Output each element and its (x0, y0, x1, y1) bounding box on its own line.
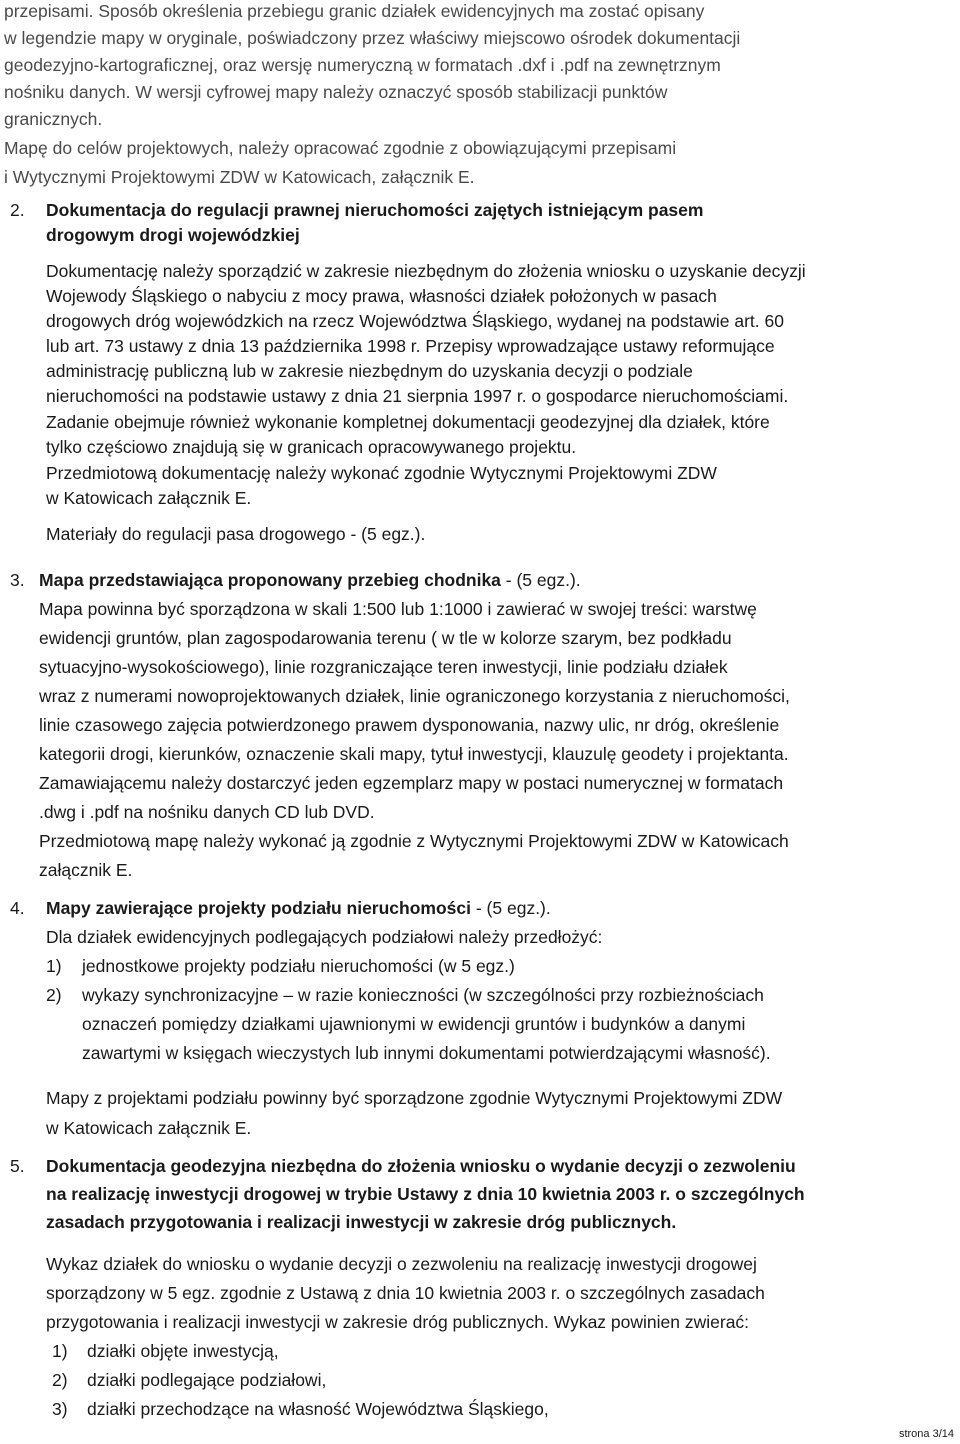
text-line: Wojewody Śląskiego o nabyciu z mocy prawa, własności działek położonych w pasach (46, 286, 717, 306)
text-line: .dwg i .pdf na nośniku danych CD lub DVD. (39, 802, 375, 822)
page-number: strona 3/14 (898, 1428, 954, 1440)
text-line: Mapa powinna być sporządzona w skali 1:500 lub 1:1000 i zawierać w swojej treści: warstwę (39, 599, 757, 619)
section-number: 4. (10, 898, 25, 918)
text-line: Zadanie obejmuje również wykonanie kompletnej dokumentacji geodezyjnej dla działek, które (46, 412, 770, 432)
list-item: działki przechodzące na własność Województwa Śląskiego, (87, 1399, 549, 1419)
list-number: 3) (52, 1399, 68, 1419)
text-line: w Katowicach załącznik E. (46, 488, 252, 508)
text-line: kategorii drogi, kierunków, oznaczenie skali mapy, tytuł inwestycji, klauzulę geodety i projektanta. (39, 744, 789, 764)
text-line: Mapy z projektami podziału powinny być sporządzone zgodnie Wytycznymi Projektowymi ZDW (46, 1088, 783, 1108)
text-line: wraz z numerami nowoprojektowanych działek, linie ograniczonego korzystania z nieruchomości, (39, 686, 790, 706)
text-line: ewidencji gruntów, plan zagospodarowania terenu ( w tle w kolorze szarym, bez podkładu (39, 628, 732, 648)
text-line: przygotowania i realizacji inwestycji w zakresie dróg publicznych. Wykaz powinien zwierać: (46, 1312, 750, 1332)
list-item: działki podlegające podziałowi, (87, 1370, 327, 1390)
list-item: jednostkowe projekty podziału nieruchomości (w 5 egz.) (82, 956, 515, 976)
heading-copies: - (5 egz.). (471, 898, 551, 918)
section-heading: zasadach przygotowania i realizacji inwestycji w zakresie dróg publicznych. (46, 1212, 677, 1232)
text-line: Przedmiotową dokumentację należy wykonać zgodnie Wytycznymi Projektowymi ZDW (46, 463, 717, 483)
text-line: sporządzony w 5 egz. zgodnie z Ustawą z dnia 10 kwietnia 2003 r. o szczególnych zasadach (46, 1283, 765, 1303)
text-line: drogowych dróg wojewódzkich na rzecz Województwa Śląskiego, wydanej na podstawie art. 60 (46, 311, 784, 331)
text-line: i Wytycznymi Projektowymi ZDW w Katowicach, załącznik E. (4, 167, 475, 187)
section-heading (39, 569, 581, 591)
list-number: 2) (46, 985, 62, 1005)
list-item: zawartymi w księgach wieczystych lub innymi dokumentami potwierdzającymi własność). (82, 1043, 771, 1063)
text-line: linie czasowego zajęcia potwierdzonego prawem dysponowania, nazwy ulic, nr dróg, określenie (39, 715, 780, 735)
text-line: Dokumentację należy sporządzić w zakresie niezbędnym do złożenia wniosku o uzyskanie decyzji (46, 261, 806, 281)
list-item: wykazy synchronizacyjne – w razie konieczności (w szczególności przy rozbieżnościach (82, 985, 764, 1005)
list-item: oznaczeń pomiędzy działkami ujawnionymi w ewidencji gruntów i budynków a danymi (82, 1014, 746, 1034)
text-line: lub art. 73 ustawy z dnia 13 października 1998 r. Przepisy wprowadzające ustawy reformujące (46, 336, 775, 356)
section-number: 3. (10, 570, 25, 590)
materials-line: Materiały do regulacji pasa drogowego - (5 egz.). (46, 524, 426, 544)
section-number: 2. (10, 200, 25, 220)
text-line: Mapę do celów projektowych, należy opracować zgodnie z obowiązującymi przepisami (4, 138, 677, 158)
text-line: granicznych. (4, 109, 103, 129)
text-line: nieruchomości na podstawie ustawy z dnia 21 sierpnia 1997 r. o gospodarce nieruchomościami. (46, 386, 789, 406)
section-heading (46, 897, 551, 919)
list-number: 1) (52, 1341, 68, 1361)
text-line: nośniku danych. W wersji cyfrowej mapy należy oznaczyć sposób stabilizacji punktów (4, 82, 668, 102)
heading-bold: Mapy zawierające projekty podziału nieruchomości (46, 898, 471, 918)
heading-copies: - (5 egz.). (500, 570, 581, 590)
text-line: sytuacyjno-wysokościowego), linie rozgraniczające teren inwestycji, linie podziału działek (39, 657, 728, 677)
section-heading: drogowym drogi wojewódzkiej (46, 225, 300, 245)
text-line: Przedmiotową mapę należy wykonać ją zgodnie z Wytycznymi Projektowymi ZDW w Katowicach (39, 831, 789, 851)
heading-bold: Mapa przedstawiająca proponowany przebieg chodnika (39, 570, 501, 590)
text-line: w Katowicach załącznik E. (46, 1118, 252, 1138)
text-line: Dla działek ewidencyjnych podlegających podziałowi należy przedłożyć: (46, 927, 603, 947)
list-number: 1) (46, 956, 62, 976)
section-heading: Dokumentacja geodezyjna niezbędna do złożenia wniosku o wydanie decyzji o zezwoleniu (46, 1156, 796, 1176)
text-line: przepisami. Sposób określenia przebiegu granic działek ewidencyjnych ma zostać opisany (4, 1, 705, 21)
section-heading: Dokumentacja do regulacji prawnej nieruchomości zajętych istniejącym pasem (46, 200, 704, 220)
section-heading: na realizację inwestycji drogowej w trybie Ustawy z dnia 10 kwietnia 2003 r. o szczególnych (46, 1184, 805, 1204)
list-number: 2) (52, 1370, 68, 1390)
text-line: geodezyjno-kartograficznej, oraz wersję numeryczną w formatach .dxf i .pdf na zewnętrznym (4, 55, 721, 75)
text-line: Zamawiającemu należy dostarczyć jeden egzemplarz mapy w postaci numerycznej w formatach (39, 773, 784, 793)
text-line: w legendzie mapy w oryginale, poświadczony przez właściwy miejscowo ośrodek dokumentacji (4, 28, 741, 48)
list-item: działki objęte inwestycją, (87, 1341, 279, 1361)
section-number: 5. (10, 1156, 25, 1176)
text-line: załącznik E. (39, 860, 133, 880)
text-line: tylko częściowo znajdują się w granicach opracowywanego projektu. (46, 437, 577, 457)
text-line: Wykaz działek do wniosku o wydanie decyzji o zezwoleniu na realizację inwestycji drogowej (46, 1254, 757, 1274)
text-line: administrację publiczną lub w zakresie niezbędnym do uzyskania decyzji o podziale (46, 361, 693, 381)
